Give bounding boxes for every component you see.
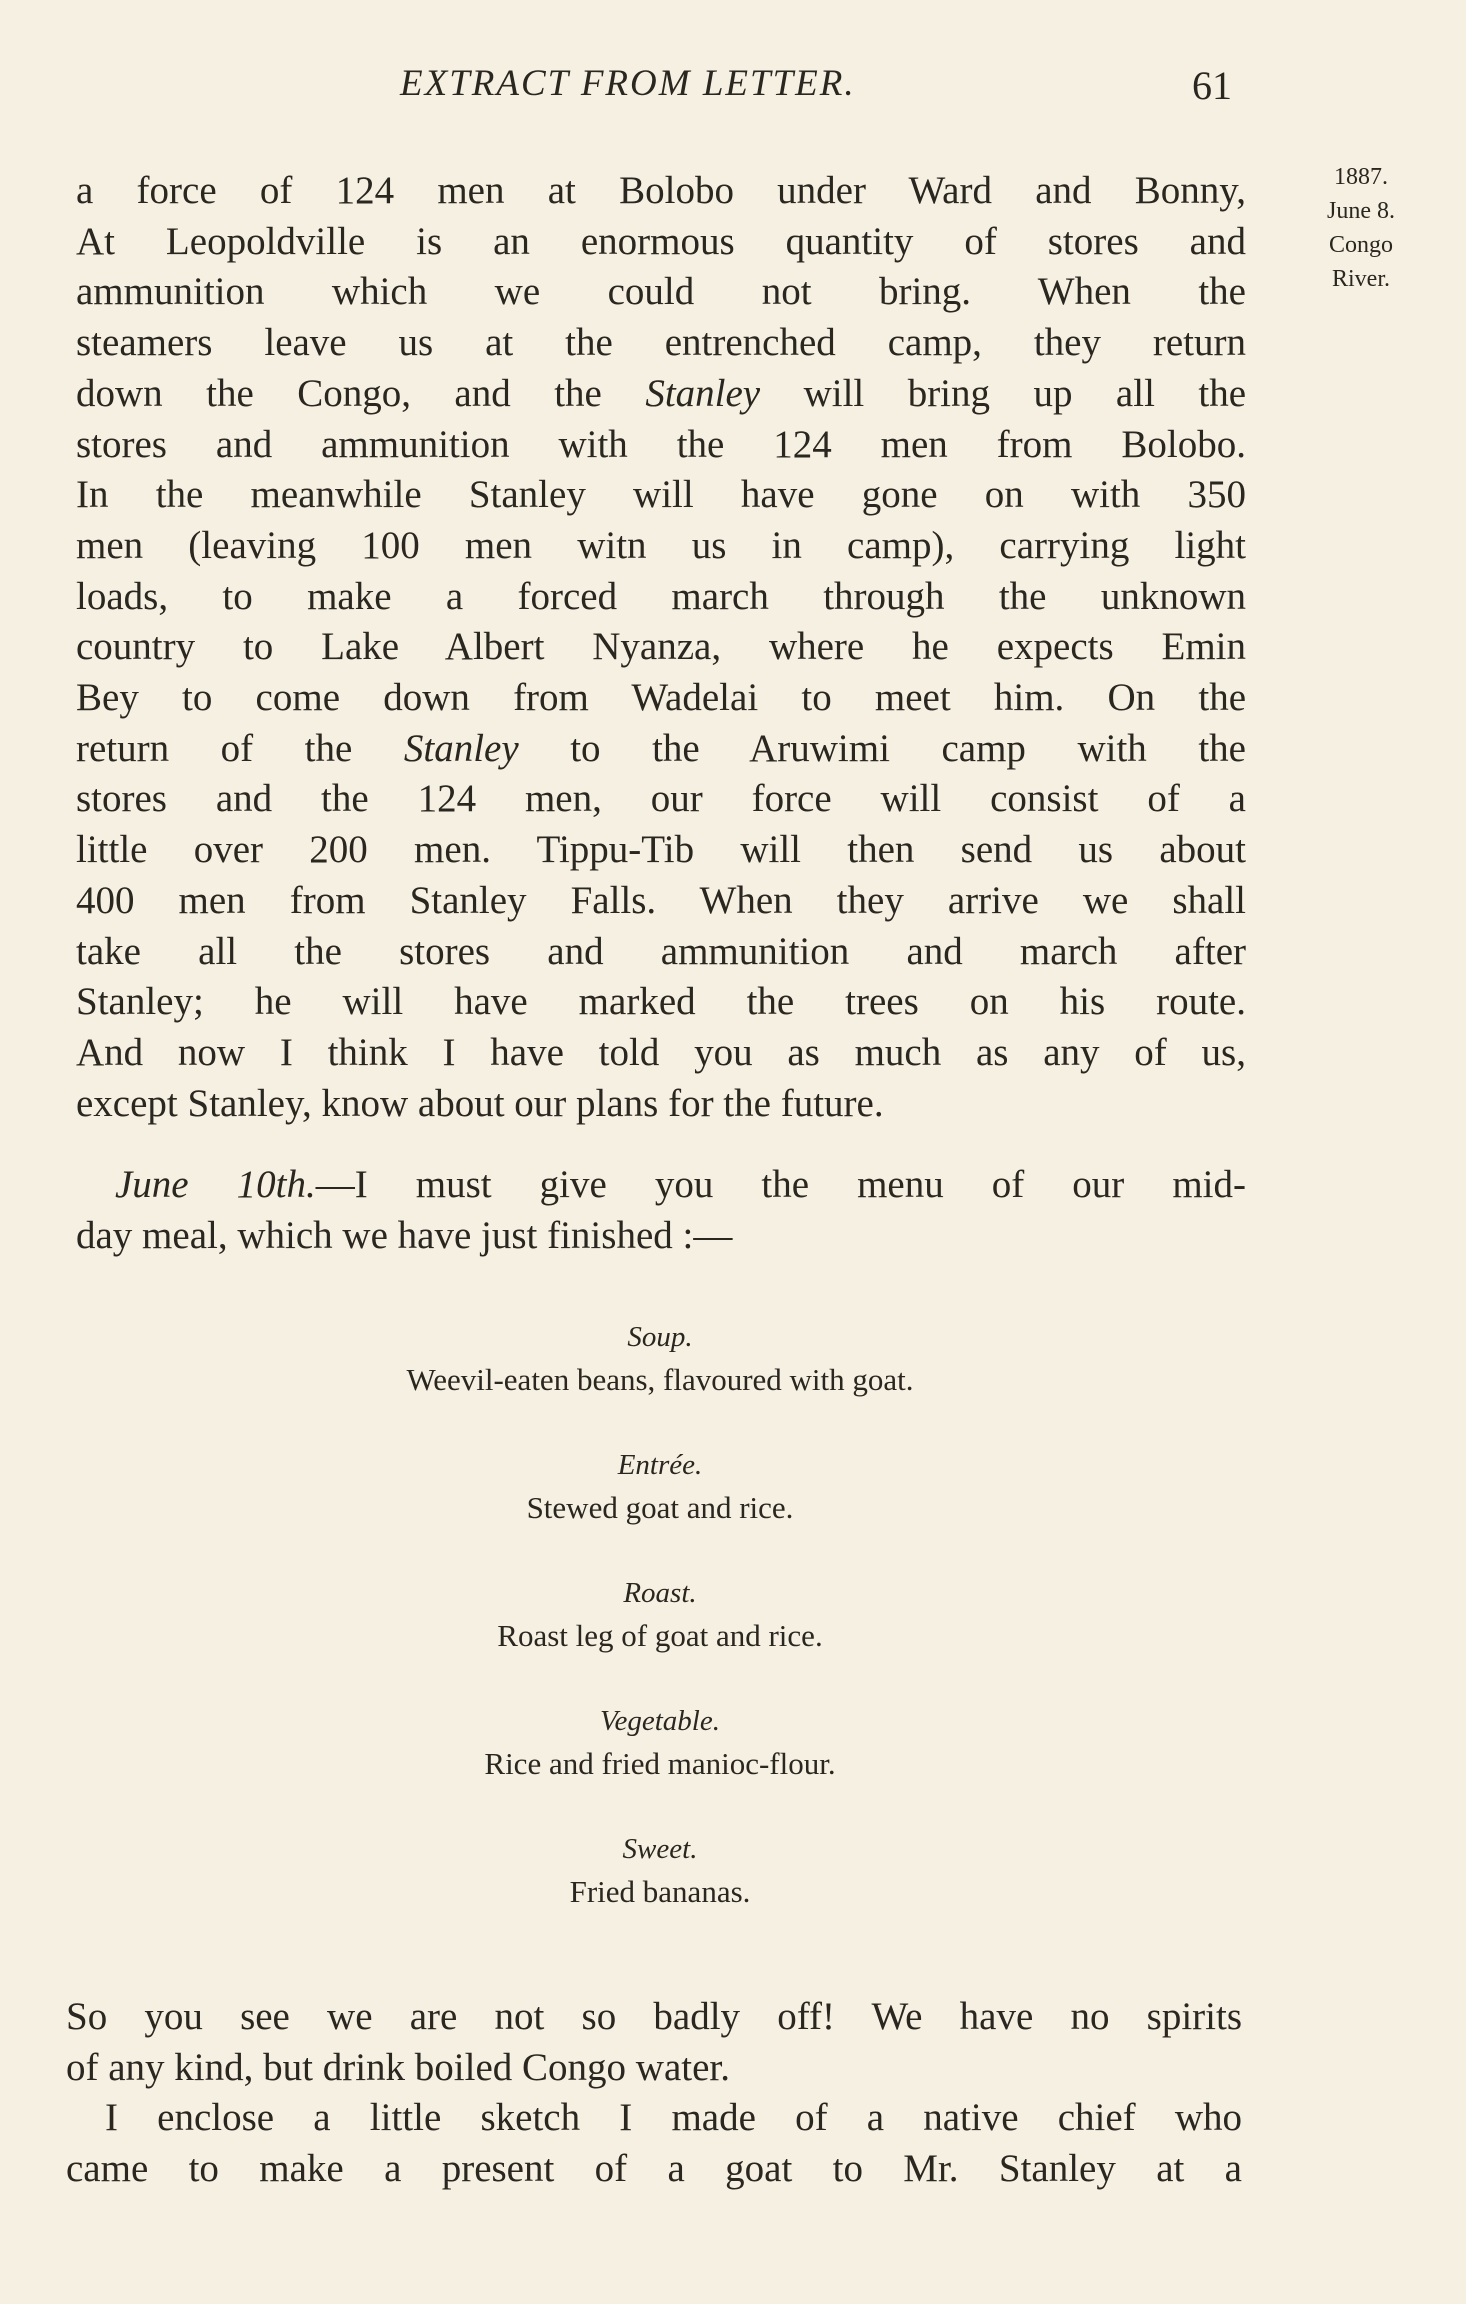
text-line — [76, 1160, 1246, 1211]
text-segment: down the Congo, and the — [76, 371, 646, 415]
text-line: men (leaving 100 men witn us in camp), carrying light — [76, 523, 1246, 567]
text-line: of any kind, but drink boiled Congo water. — [66, 2045, 730, 2089]
menu-dish: Stewed goat and rice. — [526, 1490, 794, 1525]
menu-heading: Entrée. — [617, 1449, 703, 1481]
running-head-title: EXTRACT FROM LETTER. — [400, 63, 856, 104]
page-number: 61 — [1192, 63, 1232, 108]
paragraph-1 — [76, 166, 1246, 1129]
text-line — [76, 369, 1246, 420]
text-line — [66, 2093, 1242, 2144]
menu-dish: Fried bananas. — [569, 1874, 751, 1909]
text-segment: I enclose a little sketch I made of a native chief who — [105, 2096, 1242, 2140]
text-line: So you see we are not so badly off! We have no spirits — [66, 1995, 1242, 2038]
text-segment: —I must give you the menu of our mid- — [315, 1163, 1246, 1206]
text-line: 400 men from Stanley Falls. When they arrive we shall — [76, 878, 1246, 922]
text-line: take all the stores and ammunition and march after — [76, 929, 1246, 973]
text-line: except Stanley, know about our plans for the future. — [76, 1081, 884, 1125]
margin-note-year: 1887. — [1334, 164, 1388, 190]
menu-course-entree — [300, 1444, 1020, 1530]
menu-course-roast — [300, 1572, 1020, 1658]
margin-note — [1296, 160, 1426, 296]
text-line: ammunition which we could not bring. When the — [76, 270, 1246, 314]
text-line: Bey to come down from Wadelai to meet him. On the — [76, 676, 1246, 720]
running-head — [0, 62, 1466, 122]
date-lead: June 10th. — [115, 1163, 316, 1206]
menu-course-sweet — [300, 1828, 1020, 1914]
paragraph-3 — [66, 1992, 1242, 2195]
text-segment: to the Aruwimi camp with the — [518, 726, 1246, 770]
menu-dish: Rice and fried manioc-flour. — [484, 1746, 836, 1781]
text-line — [76, 724, 1246, 775]
menu-heading: Sweet. — [622, 1833, 698, 1865]
ship-name: Stanley — [645, 371, 761, 415]
text-line: Stanley; he will have marked the trees on his route. — [76, 980, 1246, 1024]
margin-note-date: June 8. — [1327, 198, 1395, 224]
paragraph-2 — [76, 1160, 1246, 1261]
text-line: stores and the 124 men, our force will consist of a — [76, 777, 1246, 821]
menu — [300, 1316, 1020, 1956]
menu-dish: Roast leg of goat and rice. — [497, 1618, 823, 1653]
text-line: At Leopoldville is an enormous quantity of stores and — [76, 219, 1246, 263]
text-line: And now I think I have told you as much as any of us, — [76, 1030, 1246, 1074]
margin-note-place-line2: River. — [1332, 266, 1390, 292]
text-line: day meal, which we have just finished :— — [76, 1213, 733, 1257]
margin-note-place-line1: Congo — [1328, 232, 1393, 258]
menu-course-vegetable — [300, 1700, 1020, 1786]
text-line: In the meanwhile Stanley will have gone on with 350 — [76, 473, 1246, 517]
text-segment: return of the — [76, 726, 404, 770]
menu-course-soup — [300, 1316, 1020, 1402]
menu-heading: Vegetable. — [600, 1705, 720, 1737]
text-line: a force of 124 men at Bolobo under Ward and Bonny, — [76, 169, 1246, 212]
menu-heading: Roast. — [623, 1577, 697, 1609]
ship-name: Stanley — [403, 726, 519, 770]
text-line: came to make a present of a goat to Mr. Stanley at a — [66, 2147, 1242, 2191]
text-line: country to Lake Albert Nyanza, where he expects Emin — [76, 625, 1246, 669]
menu-heading: Soup. — [627, 1321, 693, 1353]
text-segment: will bring up all the — [760, 371, 1247, 415]
text-line: loads, to make a forced march through the unknown — [76, 574, 1246, 618]
text-line: steamers leave us at the entrenched camp, they return — [76, 321, 1246, 365]
text-line: stores and ammunition with the 124 men from Bolobo. — [76, 422, 1246, 466]
menu-dish: Weevil-eaten beans, flavoured with goat. — [406, 1362, 914, 1397]
text-line: little over 200 men. Tippu-Tib will then send us about — [76, 828, 1246, 872]
